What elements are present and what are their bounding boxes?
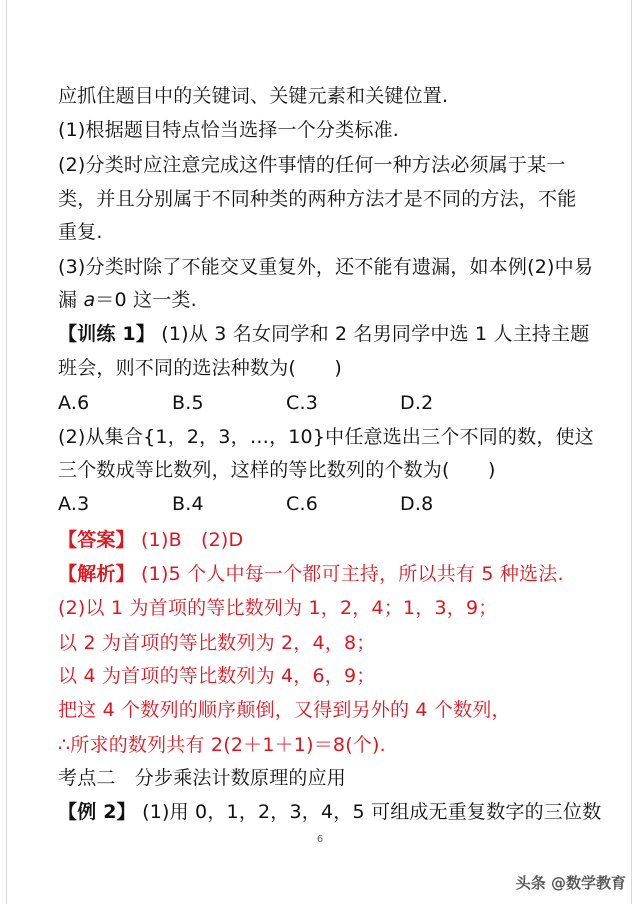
example-2-heading: 【例 2】 — [58, 801, 136, 823]
text-line-7a: 漏 — [58, 289, 84, 311]
text-line-6: (3)分类时除了不能交叉重复外，还不能有遗漏，如本例(2)中易 — [58, 256, 594, 278]
option-a: A.3 — [58, 493, 90, 515]
answer-heading: 【答案】 — [58, 529, 135, 551]
text-line-7b: ＝0 这一类. — [95, 289, 197, 311]
text-line-1: 应抓住题目中的关键词、关键元素和关键位置. — [58, 85, 449, 107]
options-row-1 — [58, 391, 514, 415]
option-d: D.2 — [400, 392, 434, 414]
option-c: C.6 — [286, 493, 318, 515]
analysis-heading: 【解析】 — [58, 563, 135, 585]
option-a: A.6 — [58, 392, 90, 414]
analysis-line-2: (2)以 1 为首项的等比数列为 1，2，4；1，3，9； — [58, 597, 498, 619]
analysis-text: (1)5 个人中每一个都可主持，所以共有 5 种选法. — [134, 563, 564, 585]
watermark: 头条 @数学教育 — [515, 874, 626, 892]
answer-line — [58, 528, 243, 552]
text-line-2: (1)根据题目特点恰当选择一个分类标准. — [58, 119, 399, 141]
variable-a: a — [83, 289, 96, 311]
option-b: B.5 — [172, 392, 204, 414]
text-line-4: 类，并且分别属于不同种类的两种方法才是不同的方法，不能 — [58, 188, 577, 210]
exercise-1-heading: 【训练 1】 — [58, 323, 156, 345]
answer-text: (1)B (2)D — [134, 529, 244, 551]
option-c: C.3 — [286, 392, 318, 414]
example-2-line — [58, 800, 601, 824]
analysis-line-5: 把这 4 个数列的顺序颠倒，又得到另外的 4 个数列， — [58, 699, 511, 721]
text-line-7 — [58, 288, 197, 312]
analysis-line-4: 以 4 为首项的等比数列为 4，6，9； — [58, 665, 376, 687]
exercise-1-line-3: (2)从集合{1，2，3，…，10}中任意选出三个不同的数，使这 — [58, 426, 594, 448]
exercise-1-line-4: 三个数成等比数列，这样的等比数列的个数为( ) — [58, 459, 496, 481]
section-heading: 考点二 分步乘法计数原理的应用 — [58, 767, 347, 789]
example-2-text: (1)用 0，1，2，3，4，5 可组成无重复数字的三位数 — [135, 801, 602, 823]
exercise-1-text: (1)从 3 名女同学和 2 名男同学中选 1 人主持主题 — [155, 323, 590, 345]
exercise-1-line-2: 班会，则不同的选法种数为( ) — [58, 357, 343, 379]
text-line-5: 重复. — [58, 221, 103, 243]
option-d: D.8 — [400, 493, 434, 515]
page-number: 6 — [316, 834, 324, 845]
exercise-1-line-1 — [58, 322, 590, 346]
analysis-line-1 — [58, 562, 564, 586]
analysis-line-6: ∴所求的数列共有 2(2＋1＋1)＝8(个). — [58, 734, 386, 756]
option-b: B.4 — [172, 493, 204, 515]
text-line-3: (2)分类时应注意完成这件事情的任何一种方法必须属于某一 — [58, 154, 566, 176]
analysis-line-3: 以 2 为首项的等比数列为 2，4，8； — [58, 632, 376, 654]
options-row-2 — [58, 492, 514, 516]
